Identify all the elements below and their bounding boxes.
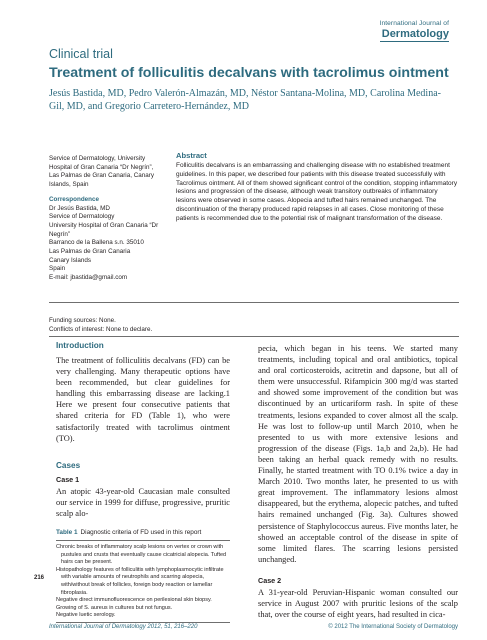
table1-row: Growing of S. aureus in cultures but not fungus. (56, 604, 173, 611)
journal-name-line1: International Journal of (379, 20, 449, 27)
correspondence-heading: Correspondence (49, 195, 100, 203)
body-divider (49, 336, 459, 337)
journal-name-line2: Dermatology (381, 28, 449, 40)
abstract-heading: Abstract (176, 151, 207, 160)
table1-row: Negative luetic serology. (56, 612, 116, 619)
abstract-block (176, 152, 458, 224)
correspondence-line: Dr Jesús Bastida, MD (49, 204, 110, 212)
correspondence-line: Barranco de la Ballena s.n. 35010 (49, 239, 144, 247)
introduction-heading: Introduction (56, 341, 104, 350)
affiliation-line: Las Palmas de Gran Canaria, Canary (49, 172, 154, 180)
footer-citation: International Journal of Dermatology 2012, 51, 216–220 (49, 624, 198, 630)
body-column-left (56, 341, 230, 623)
case2-heading: Case 2 (258, 575, 282, 585)
correspondence-line: Spain (49, 265, 66, 273)
table1-bottom-rule (56, 622, 230, 623)
table1-row: Histopathology features of folliculitis with lymphoplasmocytic infiltrate with variable amounts of neutrophils and scarring alopecia, with/without break of follicles, foreign body reaction or lamellar fibroplasia. (56, 566, 224, 596)
page-number: 216 (34, 575, 45, 581)
funding-statement: Funding sources: None. (49, 316, 116, 324)
affiliation-line: Hospital of Gran Canaria “Dr Negrín”, (49, 163, 154, 171)
introduction-text: The treatment of folliculitis decalvans (FD) can be very challenging. Many therapeutic options have been recommended, but clear guidelines for handling this embarrassing disease are lacking.1 Here we present four consecutive patients that shared criteria for FD (Table 1), who were satisfactorily treated with tacrolimus ointment (TO). (56, 356, 230, 443)
footer-copyright: © 2012 The International Society of Dermatology (328, 624, 458, 630)
case2-text: A 31-year-old Peruvian-Hispanic woman consulted our service in August 2007 with pruritic lesions of the scalp that, over the course of eight years, had resulted in cica- (258, 587, 458, 620)
table1-caption (56, 529, 230, 541)
table1-body (56, 544, 230, 620)
journal-logo-rule (380, 41, 449, 42)
conflicts-statement: Conflicts of interest: None to declare. (49, 325, 153, 333)
correspondence-line: University Hospital of Gran Canaria “Dr (49, 221, 159, 229)
case1-continued-text: pecia, which began in his teens. We started many treatments, including topical and oral antibiotics, topical and oral corticosteroids, acitretin and dapsone, but all of them were unsuccessful. Rifampicin 300 mg/d was started and showed some improvement of the condition but was discontinued by an urticariform rash. In spite of these treatments, lesions expanded to cover almost all the scalp. He was lost to follow-up until March 2010, when he presented to us with more extensive lesions and progression of the disease (Figs. 1a,b and 2a,b). He had been taking an herbal quack remedy with no results. Finally, he started treatment with TO 0.1% twice a day in March 2010. Two months later, he presented to us with great improvement. The inflammatory lesions almost disappeared, but the erythema, alopecic patches, and tufted hairs remained unchanged (Fig. 3a). Cultures showed persistence of Staphylococcus aureus. Five months later, he showed an acceptable control of the disease in spite of some limited flares. The scarring lesions persisted unchanged. (258, 344, 458, 564)
table1-label: Table 1 (56, 529, 78, 537)
table1-caption-text: Diagnostic criteria of FD used in this report (80, 529, 202, 537)
author-list: Jesús Bastida, MD, Pedro Valerón-Almazán, MD, Néstor Santana-Molina, MD, Carolina Medina-Gil, MD, and Gregorio Carretero-Hernández, MD (49, 88, 441, 112)
journal-logo (380, 20, 449, 42)
affiliation-line: Service of Dermatology, University (49, 155, 146, 162)
correspondence-line: Canary Islands (49, 256, 91, 264)
abstract-text: Folliculitis decalvans is an embarrassing and challenging disease with no established treatment guidelines. In this paper, we described four patients with this disease treated successfully with Tacrolimus ointment. All of them showed significant control of the condition, stopping inflammatory lesions and progression of the disease, although weak transitory outbreaks of inflammatory lesions were observed in some cases. Alopecia and tufted hairs remained unchanged. The discontinuation of the therapy produced rapid relapses in all cases. Close monitoring of these patients is recommended due to the potential risk of malignant transformation of the disease. (176, 161, 458, 222)
article-title: Treatment of folliculitis decalvans with tacrolimus ointment (49, 65, 449, 81)
table1-row: Chronic breaks of inflammatory scalp lesions on vertex or crown with pustules and crusts that eventually cause cicatricial alopecia. Tufted hairs can be present. (56, 544, 227, 566)
correspondence-line: Negrín” (49, 230, 70, 238)
cases-heading: Cases (56, 460, 81, 470)
case1-heading: Case 1 (56, 474, 80, 484)
table1-row: Negative direct immunofluorescence on perilesional skin biopsy. (56, 597, 212, 604)
abstract-divider (49, 302, 459, 303)
correspondence-line: Las Palmas de Gran Canaria (49, 248, 131, 256)
case1-text: An atopic 43-year-old Caucasian male consulted our service in 1999 for diffuse, progressive, pruritic scalp alo- (56, 486, 230, 518)
section-label: Clinical trial (49, 47, 113, 61)
correspondence-line: Service of Dermatology (49, 213, 115, 221)
correspondence-email[interactable]: E-mail: jbastida@gmail.com (49, 274, 128, 282)
affiliation-block (49, 155, 164, 334)
affiliation-line: Islands, Spain (49, 181, 89, 189)
body-column-right (258, 343, 458, 620)
